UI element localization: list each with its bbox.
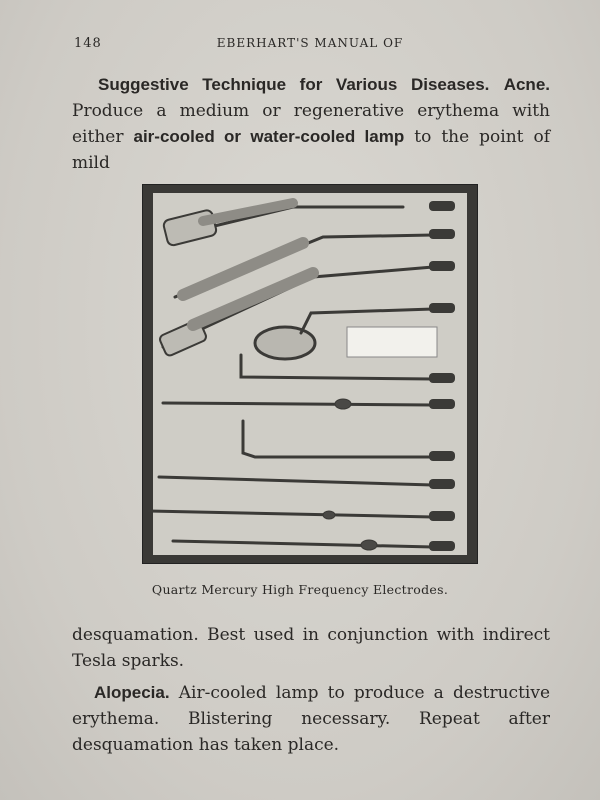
paragraph-alopecia — [72, 680, 550, 758]
paragraph-acne — [72, 72, 550, 176]
acne-heading: Acne. — [503, 75, 550, 94]
alopecia-heading: Alopecia. — [94, 683, 170, 702]
acne-text-bold: air-cooled or water-cooled lamp — [133, 127, 405, 146]
page-number: 148 — [74, 36, 102, 51]
acne-text-b: to the point of mild — [72, 127, 551, 173]
page-header — [70, 36, 550, 56]
paragraph-acne-continued: desquamation. Best used in conjunction with indirect Tesla sparks. — [72, 625, 550, 671]
acne-text-a: Produce a medium or regenerative erythema with either — [72, 101, 550, 147]
electrodes-photograph — [142, 184, 478, 564]
electrodes-illustration — [143, 185, 477, 563]
section-heading: Suggestive Technique for Various Diseases. — [98, 75, 490, 94]
running-head: EBERHART'S MANUAL OF — [216, 36, 404, 50]
figure-caption: Quartz Mercury High Frequency Electrodes. — [151, 582, 449, 597]
alopecia-text: Air-cooled lamp to produce a destructive erythema. Blistering necessary. Repeat after desquamation has taken place. — [72, 683, 551, 755]
